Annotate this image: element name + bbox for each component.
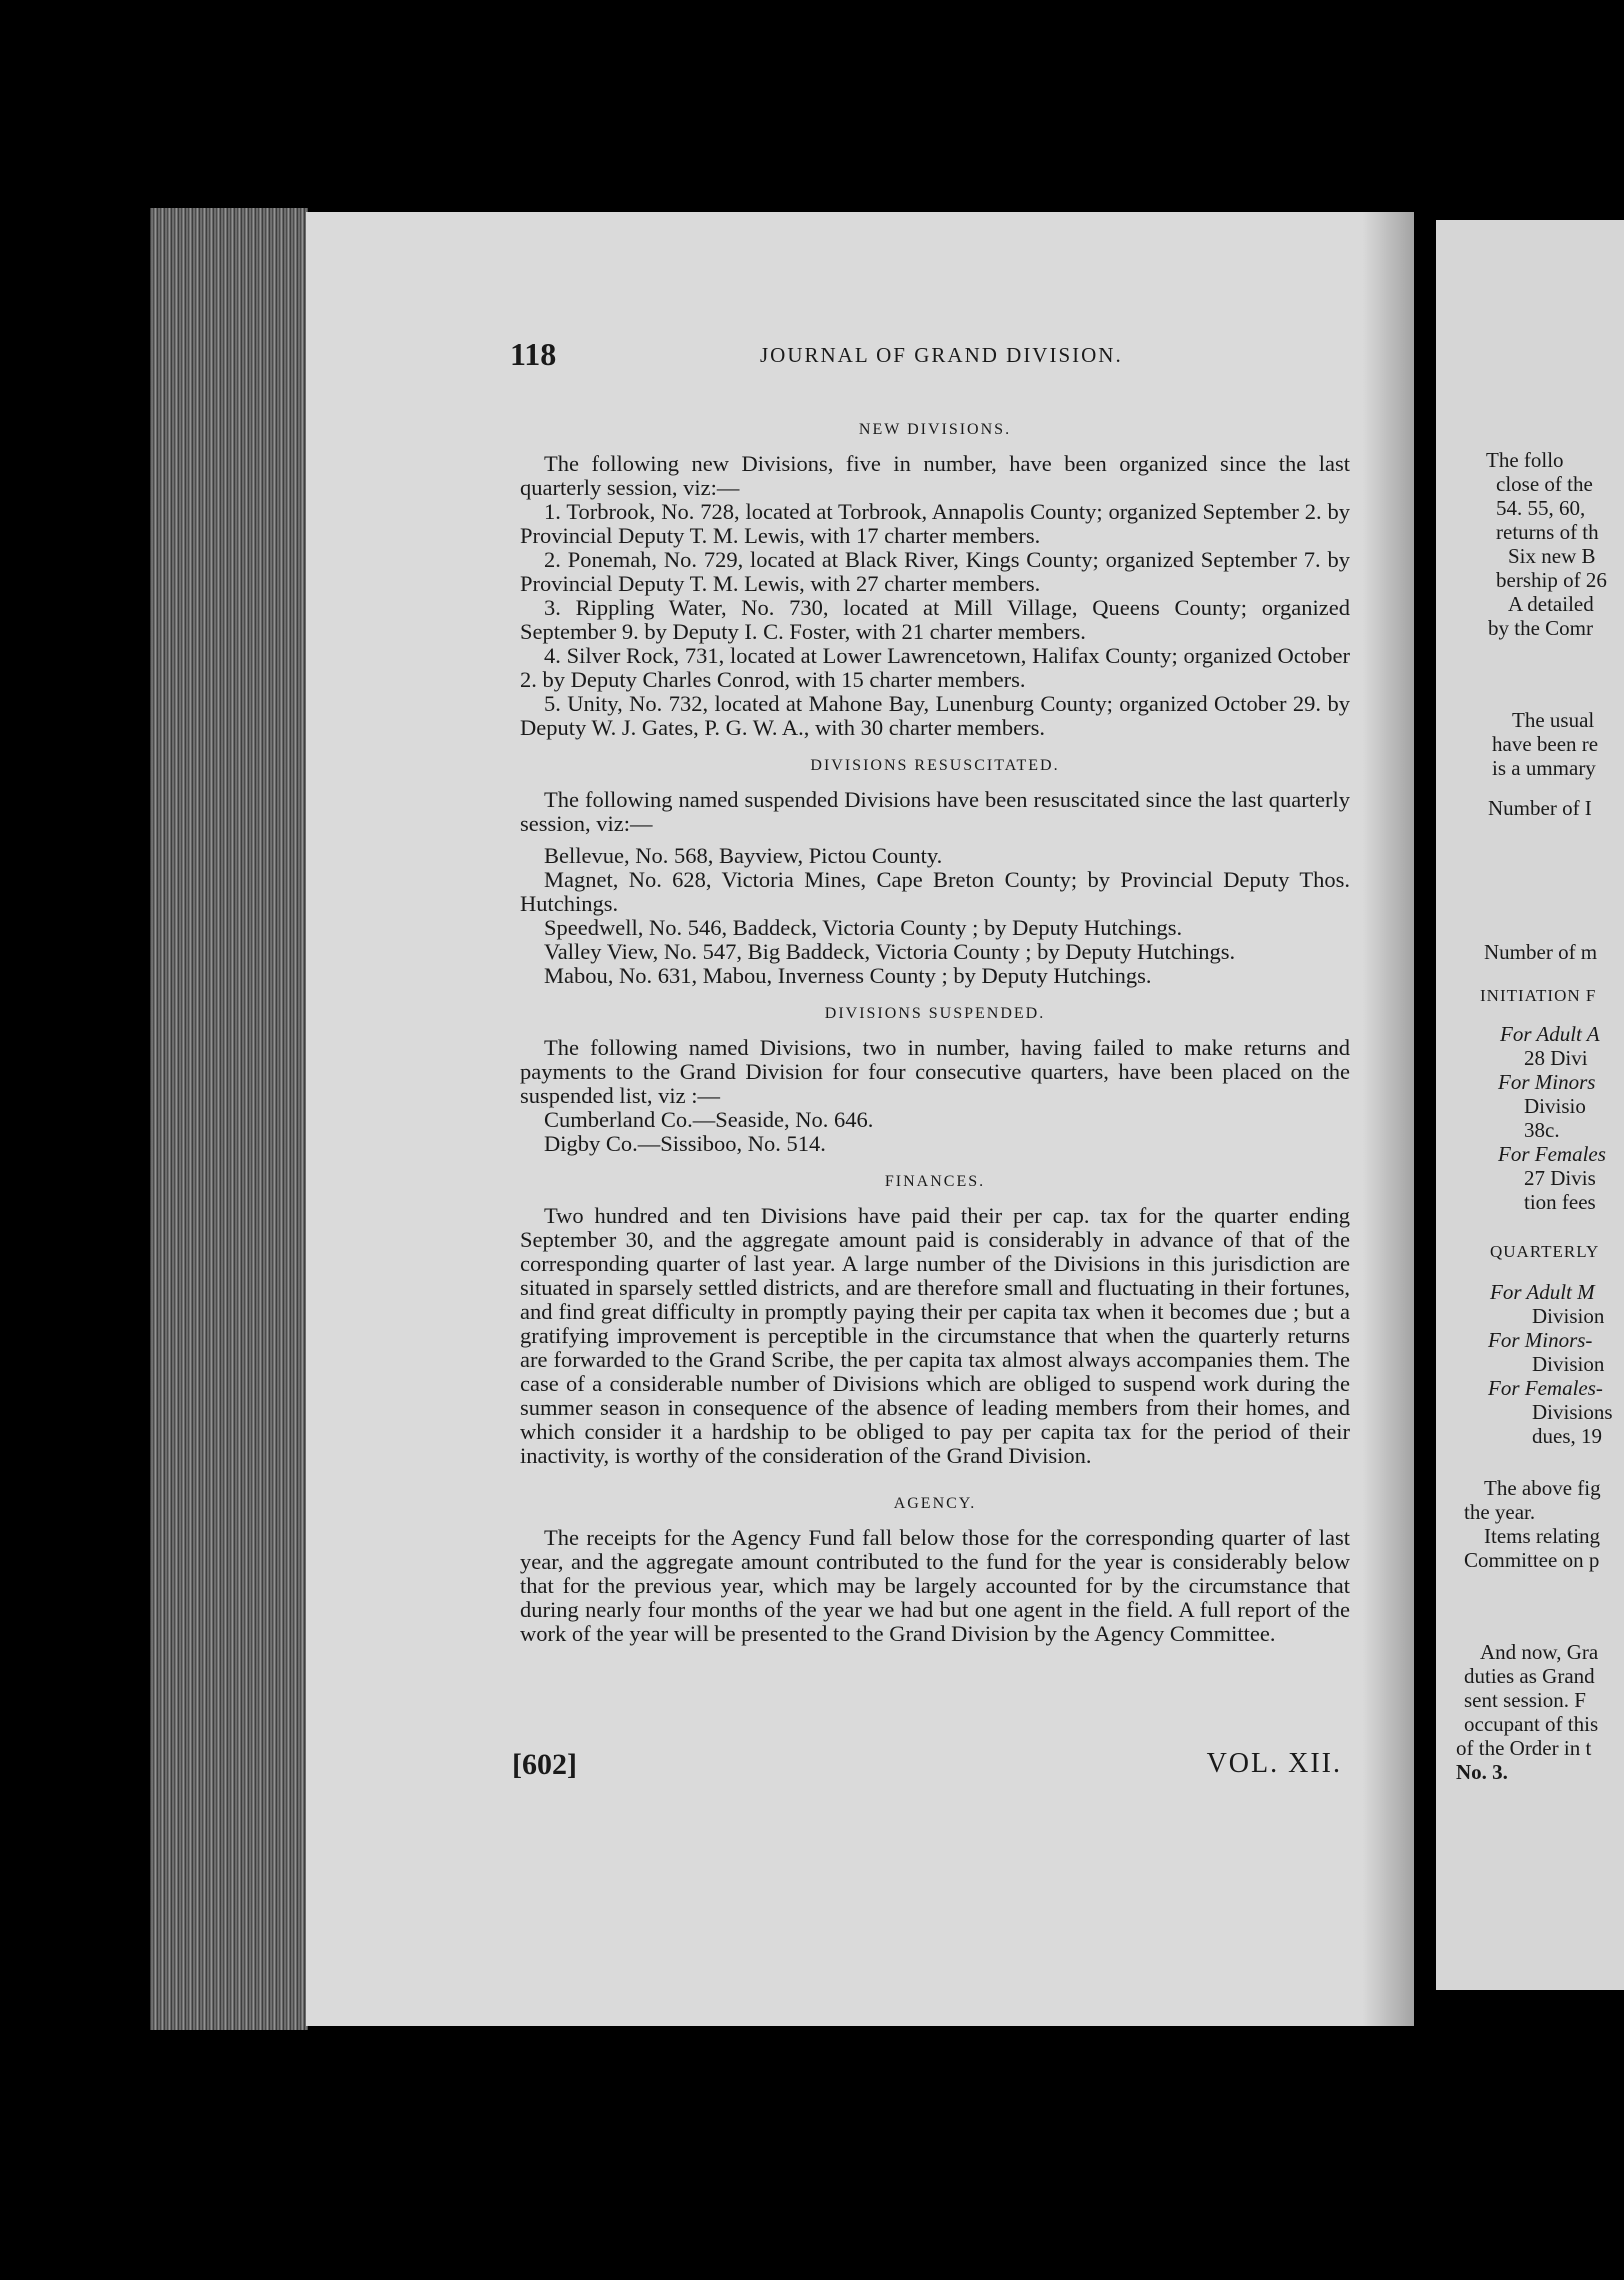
facing-line: sent session. F (1464, 1688, 1586, 1712)
facing-line: is a ummary (1492, 756, 1596, 780)
resuscitated-item: Speedwell, No. 546, Baddeck, Victoria County ; by Deputy Hutchings. (544, 915, 1183, 940)
facing-line: INITIATION F (1480, 986, 1597, 1005)
resuscitated-item: Bellevue, No. 568, Bayview, Pictou County. (544, 843, 943, 868)
resuscitated-item: Magnet, No. 628, Victoria Mines, Cape Breton County; by Provincial Deputy Thos. Hutchings. (520, 867, 1350, 916)
facing-page (1436, 220, 1624, 1990)
suspended-item: Digby Co.—Sissiboo, No. 514. (544, 1131, 826, 1156)
resuscitated-item: Mabou, No. 631, Mabou, Inverness County ; by Deputy Hutchings. (544, 963, 1152, 988)
agency-text: The receipts for the Agency Fund fall below those for the corresponding quarter of last year, and the aggregate amount contributed to the fund for the year is considerably below that for the previous year, which may be largely accounted for by the circumstance that during nearly four months of the year we had but one agent in the field. A full report of the work of the year will be presented to the Grand Division by the Agency Committee. (520, 1525, 1350, 1646)
facing-line: dues, 19 (1532, 1424, 1602, 1448)
page-number: 118 (510, 336, 557, 372)
resuscitated-item: Valley View, No. 547, Big Baddeck, Victoria County ; by Deputy Hutchings. (544, 939, 1236, 964)
new-division-item: 1. Torbrook, No. 728, located at Torbrook, Annapolis County; organized September 2. by Provincial Deputy T. M. Lewis, with 17 charter members. (520, 499, 1350, 548)
section-heading-new-divisions: NEW DIVISIONS. (858, 421, 1012, 438)
facing-line: Number of m (1484, 940, 1598, 964)
resuscitated-intro: The following named suspended Divisions have been resuscitated since the last quarterly session, viz:— (520, 787, 1350, 836)
facing-line: 38c. (1524, 1118, 1560, 1142)
facing-line: Divisio (1524, 1094, 1586, 1118)
facing-line: bership of 26 (1496, 568, 1607, 592)
running-head: JOURNAL OF GRAND DIVISION. (760, 343, 1123, 367)
facing-line: Items relating (1484, 1524, 1601, 1548)
footer-volume: VOL. XII. (1206, 1748, 1342, 1779)
facing-line: the year. (1464, 1500, 1536, 1524)
facing-line: No. 3. (1456, 1760, 1508, 1784)
facing-line: For Females- (1488, 1376, 1603, 1400)
page-body (520, 408, 1350, 1646)
section-heading-agency: AGENCY. (893, 1495, 977, 1512)
facing-line: Committee on p (1464, 1548, 1600, 1572)
facing-line: 27 Divis (1524, 1166, 1596, 1190)
suspended-item: Cumberland Co.—Seaside, No. 646. (544, 1107, 874, 1132)
facing-line: The usual (1512, 708, 1595, 732)
new-division-item: 4. Silver Rock, 731, located at Lower Lawrencetown, Halifax County; organized October 2. by Deputy Charles Conrod, with 15 charter members. (520, 643, 1350, 692)
suspended-intro: The following named Divisions, two in number, having failed to make returns and payments to the Grand Division for four consecutive quarters, have been placed on the suspended list, viz :— (520, 1035, 1350, 1108)
new-divisions-intro: The following new Divisions, five in number, have been organized since the last quarterly session, viz:— (520, 451, 1350, 500)
facing-line: tion fees (1524, 1190, 1596, 1214)
new-division-item: 5. Unity, No. 732, located at Mahone Bay, Lunenburg County; organized October 29. by Deputy W. J. Gates, P. G. W. A., with 30 charter members. (520, 691, 1350, 740)
facing-line: QUARTERLY (1490, 1242, 1600, 1261)
facing-line: 54. 55, 60, (1496, 496, 1586, 520)
page-header (510, 336, 1350, 376)
page-footer (512, 1748, 1342, 1788)
facing-line: Six new B (1508, 544, 1596, 568)
facing-line: of the Order in t (1456, 1736, 1592, 1760)
new-division-item: 2. Ponemah, No. 729, located at Black River, Kings County; organized September 7. by Provincial Deputy T. M. Lewis, with 27 charter members. (520, 547, 1350, 596)
finances-text: Two hundred and ten Divisions have paid their per cap. tax for the quarter ending September 30, and the aggregate amount paid is considerably in advance of that of the corresponding quarter of last year. A large number of the Divisions in this jurisdiction are situated in sparsely settled districts, and are therefore small and fluctuating in their fortunes, and find great difficulty in promptly paying their per capita tax when it becomes due ; but a gratifying improvement is perceptible in the circumstance that when the quarterly returns are forwarded to the Grand Scribe, the per capita tax almost always accompanies them. The case of a considerable number of Divisions which are obliged to suspend work during the summer season in consequence of the absence of leading members from their homes, and which consider it a hardship to be obliged to pay per capita tax for the period of their inactivity, is worthy of the consideration of the Grand Division. (520, 1203, 1350, 1468)
facing-line: A detailed (1508, 592, 1594, 616)
page-edge-stack (150, 208, 308, 2030)
section-heading-finances: FINANCES. (884, 1173, 986, 1190)
facing-line: And now, Gra (1480, 1640, 1599, 1664)
facing-line: returns of th (1496, 520, 1599, 544)
facing-line: For Minors (1498, 1070, 1596, 1094)
facing-line: occupant of this (1464, 1712, 1599, 1736)
facing-line: have been re (1492, 732, 1599, 756)
facing-line: Division (1532, 1352, 1605, 1376)
facing-line: Number of I (1488, 796, 1592, 820)
facing-line: by the Comr (1488, 616, 1593, 640)
facing-line: Division (1532, 1304, 1605, 1328)
facing-line: For Females (1498, 1142, 1606, 1166)
facing-line: For Minors- (1488, 1328, 1593, 1352)
facing-line: 28 Divi (1524, 1046, 1588, 1070)
new-division-item: 3. Rippling Water, No. 730, located at Mill Village, Queens County; organized September 9. by Deputy I. C. Foster, with 21 charter members. (520, 595, 1350, 644)
page-gutter-shadow (1362, 212, 1414, 2026)
facing-line: duties as Grand (1464, 1664, 1595, 1688)
facing-line: For Adult M (1490, 1280, 1595, 1304)
facing-line: The follo (1486, 448, 1564, 472)
facing-line: The above fig (1484, 1476, 1601, 1500)
facing-line: Divisions (1532, 1400, 1613, 1424)
facing-line: close of the (1496, 472, 1593, 496)
section-heading-suspended: DIVISIONS SUSPENDED. (824, 1005, 1046, 1022)
book-spine-gap (1414, 212, 1436, 2026)
footer-page-ref: [602] (512, 1748, 577, 1781)
section-heading-resuscitated: DIVISIONS RESUSCITATED. (810, 757, 1060, 774)
facing-line: For Adult A (1500, 1022, 1600, 1046)
